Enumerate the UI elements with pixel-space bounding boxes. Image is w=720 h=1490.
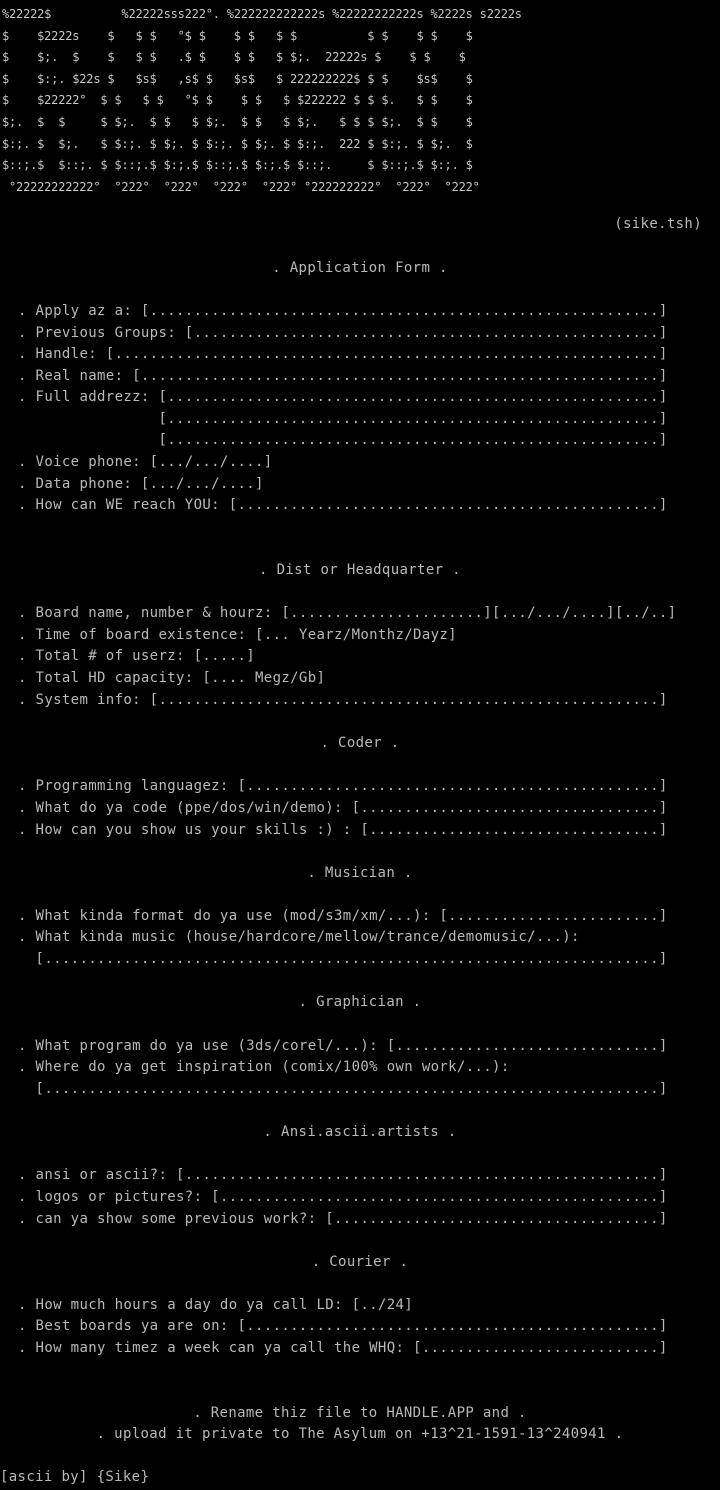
footer-rename-instruction: . Rename thiz file to HANDLE.APP and . — [193, 1405, 527, 1421]
field-gfx-inspiration-line2: [......................................................................] — [18, 1081, 668, 1097]
section-title-ansi: . Ansi.ascii.artists . — [263, 1124, 457, 1140]
field-board-name: . Board name, number & hourz: [......................][.../.../....][../..] — [18, 605, 677, 621]
field-music-kind-line2: [......................................................................] — [18, 951, 668, 967]
field-music-kind: . What kinda music (house/hardcore/mellow/trance/demomusic/...): — [18, 929, 580, 945]
section-title-musician: . Musician . — [307, 865, 413, 881]
field-reach-you: . How can WE reach YOU: [................................................] — [18, 497, 668, 513]
field-handle: . Handle: [..............................................................] — [18, 346, 668, 362]
field-data-phone: . Data phone: [.../.../....] — [18, 476, 264, 492]
section-title-courier: . Courier . — [311, 1254, 409, 1270]
field-total-users: . Total # of userz: [.....] — [18, 648, 256, 664]
field-music-format: . What kinda format do ya use (mod/s3m/xm/...): [........................] — [18, 908, 668, 924]
field-programming-languages: . Programming languagez: [...............................................] — [18, 778, 668, 794]
field-gfx-inspiration: . Where do ya get inspiration (comix/100% own work/...): — [18, 1059, 510, 1075]
field-board-existence: . Time of board existence: [... Yearz/Monthz/Dayz] — [18, 627, 457, 643]
field-full-address-line2: [........................................................] — [18, 411, 668, 427]
section-title-graphician: . Graphician . — [298, 994, 422, 1010]
field-times-per-week: . How many timez a week can ya call the WHQ: [...........................] — [18, 1340, 668, 1356]
field-full-address-line3: [........................................................] — [18, 432, 668, 448]
field-apply-as: . Apply az a: [..........................................................] — [18, 303, 668, 319]
field-what-code: . What do ya code (ppe/dos/win/demo): [..................................] — [18, 800, 668, 816]
section-title-coder: . Coder . — [320, 735, 400, 751]
footer-upload-instruction: . upload it private to The Asylum on +13^21-1591-13^240941 . — [96, 1426, 624, 1442]
field-hours-per-day: . How much hours a day do ya call LD: [../24] — [18, 1297, 414, 1313]
field-gfx-program: . What program do ya use (3ds/corel/...): [..............................] — [18, 1038, 668, 1054]
footer-credit: [ascii by] {Sike} — [0, 1469, 150, 1485]
field-logos-or-pictures: . logos or pictures?: [..................................................] — [18, 1189, 668, 1205]
ascii-logo: %22222$ %22222sss222°. %222222222222s %22222222222s %2222s s2222s $ $2222s $ $ $ °$ $ $ $ $ $ $ $ $ $ $ $ $;. $ $ $ $ .$ $ $ $ $ $;. 22222s $ $ $ $ $ $:;. $22s $ $s$ ,s$ $ $s$ $ 222222222$ $ $ $s$ $ $ $22222° $ $ $ $ °$ $ $ $ $ $222222 $ $ $. $ $ $ $;. $ $ $ $;. $ $ $ $;. $ $ $ $;. $ $ $ $;. $ $ $ $:;. $ $;. $ $:;. $ $;. $ $:;. $ $;. $ $:;. 222 $ $:;. $ $;. $ $::;.$ $::;. $ $::;.$ $:;.$ $::;.$ $:;.$ $::;. $ $::;.$ $:;. $ °22222222222° °222° °222° °222° °222° °222222222° °222° °222° — [2, 7, 522, 194]
section-title-application: . Application Form . — [272, 260, 448, 276]
field-show-skills: . How can you show us your skills :) : [.................................] — [18, 822, 668, 838]
field-best-boards: . Best boards ya are on: [...............................................] — [18, 1318, 668, 1334]
field-full-address: . Full addrezz: [........................................................] — [18, 389, 668, 405]
field-ansi-or-ascii: . ansi or ascii?: [......................................................] — [18, 1167, 668, 1183]
field-real-name: . Real name: [...........................................................] — [18, 368, 668, 384]
field-hd-capacity: . Total HD capacity: [.... Megz/Gb] — [18, 670, 326, 686]
field-voice-phone: . Voice phone: [.../.../....] — [18, 454, 273, 470]
section-title-dist: . Dist or Headquarter . — [259, 562, 461, 578]
field-previous-work: . can ya show some previous work?: [.....................................] — [18, 1211, 668, 1227]
ascii-credit-top: (sike.tsh) — [614, 216, 702, 232]
field-previous-groups: . Previous Groups: [.....................................................] — [18, 325, 668, 341]
field-system-info: . System info: [.........................................................] — [18, 692, 668, 708]
